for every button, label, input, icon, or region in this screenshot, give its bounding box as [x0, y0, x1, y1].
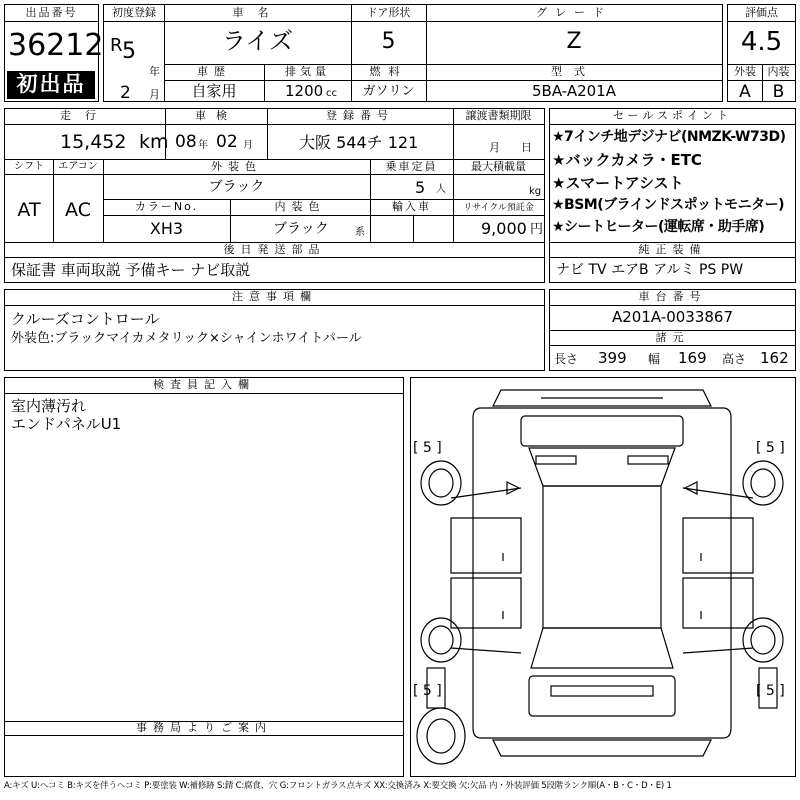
equipment-label: 純正装備 — [638, 243, 707, 256]
color-no: XH3 — [149, 219, 184, 238]
notes-line-1: クルーズコントロール — [11, 310, 160, 328]
model-label: 型式 — [551, 65, 597, 78]
plate: 大阪 544チ 121 — [299, 133, 419, 152]
notes-box — [4, 289, 545, 371]
tire-mark-left-front: [ 5 ] — [413, 440, 442, 456]
capacity: 5 — [415, 178, 426, 197]
tire-mark-right-rear: [ 5 ] — [756, 683, 785, 699]
max-load-unit: kg — [529, 186, 542, 197]
displacement: 1200 — [285, 82, 324, 100]
legend: A:キズ U:ヘコミ B:キズを伴うヘコミ P:要塗装 W:補修跡 S:錆 C:腐食、穴 G:フロントガラス点キズ XX:交換済み X:要交換 欠:欠品 内・外装評価 5段階ランク順(A・B・C・D・E) 1 — [4, 781, 672, 791]
car-name-label: 車名 — [232, 6, 283, 19]
car-diagram — [411, 378, 794, 775]
int-color-unit: 系 — [355, 227, 365, 238]
first-reg-label: 初度登録 — [112, 6, 156, 19]
windshield — [529, 448, 675, 486]
transfer-day-unit: 日 — [521, 141, 532, 154]
inspector-line-1: 室内薄汚れ — [11, 397, 87, 415]
sales-point-1: ★7インチ地デジナビ(NMZK-W73D) — [552, 129, 786, 145]
capacity-label: 乗車定員 — [385, 160, 438, 173]
inspection-month: 02 — [216, 132, 238, 152]
shift-label: シフト — [14, 161, 44, 172]
doors: 5 — [381, 29, 396, 54]
max-load-label: 最大積載量 — [471, 160, 526, 173]
ac: AC — [65, 199, 91, 221]
chassis-box — [549, 289, 796, 371]
inspection-month-unit: 月 — [243, 140, 253, 151]
first-listing-text: 初出品 — [16, 72, 86, 96]
sales-points-label: セールスポイント — [612, 109, 732, 122]
rear-window — [531, 628, 673, 668]
year-value: 5 — [122, 39, 136, 64]
score-box — [727, 4, 796, 102]
ac-label: エアコン — [58, 161, 98, 172]
int-color-label: 内装色 — [274, 200, 326, 213]
fuel-label: 燃料 — [369, 65, 408, 78]
tire-right-front — [743, 461, 783, 505]
displacement-label: 排気量 — [285, 65, 330, 78]
ext-color: ブラック — [208, 179, 265, 195]
lot-box — [4, 4, 104, 102]
tire-right-rear — [743, 618, 783, 662]
right-rear-door — [683, 578, 753, 628]
inspector-box — [4, 377, 404, 777]
left-rear-door — [451, 578, 521, 628]
office-label: 事務局よりご案内 — [136, 721, 272, 734]
width-value: 169 — [678, 349, 707, 367]
color-no-label: カラーNo. — [134, 200, 199, 213]
interior-grade-label: 内装 — [767, 65, 790, 78]
width-label: 幅 — [648, 352, 661, 366]
shipping-label: 後日発送部品 — [223, 243, 326, 256]
length-label: 長さ — [554, 352, 579, 366]
height-label: 高さ — [722, 352, 747, 366]
month-unit: 月 — [149, 88, 160, 101]
car-diagram-box — [410, 377, 796, 777]
car-name: ライズ — [221, 27, 294, 55]
hood — [521, 416, 683, 446]
era: R — [110, 35, 123, 56]
history-label: 車歴 — [197, 65, 231, 78]
vehicle-header-box — [103, 4, 723, 102]
transfer-label: 譲渡書類期限 — [465, 109, 532, 122]
transfer-month-unit: 月 — [489, 141, 500, 154]
int-color: ブラック — [273, 221, 329, 237]
notes-line-2: 外装色:ブラックマイカメタリック×シャインホワイトパール — [11, 331, 362, 346]
lot-label: 出品番号 — [25, 6, 78, 19]
inspector-label: 検査員記入欄 — [153, 378, 255, 391]
ext-color-label: 外装色 — [211, 160, 262, 173]
notes-label: 注意事項欄 — [232, 290, 317, 303]
grade-label: グレード — [536, 6, 612, 19]
year-unit: 年 — [149, 65, 160, 78]
exterior-grade: A — [739, 82, 751, 102]
lot-number: 36212 — [8, 28, 104, 63]
displacement-unit: cc — [326, 88, 337, 99]
doors-label: ドア形状 — [366, 6, 411, 19]
tire-left-front — [421, 461, 461, 505]
month-value: 2 — [120, 83, 131, 103]
score: 4.5 — [740, 27, 783, 57]
rear-bumper — [493, 740, 711, 756]
fuel: ガソリン — [362, 84, 415, 99]
inspection-label: 車検 — [195, 109, 237, 122]
interior-grade: B — [772, 82, 785, 102]
capacity-unit: 人 — [436, 184, 446, 195]
details-box — [4, 108, 545, 283]
left-front-door — [451, 518, 521, 573]
dimensions-label: 諸元 — [655, 331, 690, 344]
tire-mark-left-rear: [ 5 ] — [413, 683, 442, 699]
first-listing-badge — [7, 71, 95, 99]
plate-label: 登録番号 — [326, 109, 394, 122]
tire-mark-right-front: [ 5 ] — [756, 440, 785, 456]
model: 5BA-A201A — [531, 82, 616, 100]
grade: Z — [566, 29, 582, 54]
spare-tire — [417, 708, 465, 764]
mileage-unit: km — [139, 131, 169, 153]
score-label: 評価点 — [745, 6, 778, 19]
right-front-door — [683, 518, 753, 573]
shift: AT — [17, 199, 41, 221]
sales-points-box — [549, 108, 796, 283]
tire-left-rear — [421, 618, 461, 662]
length-value: 399 — [598, 349, 627, 367]
sales-point-4: ★BSM(ブラインドスポットモニター) — [552, 197, 784, 213]
inspection-year: 08 — [175, 132, 197, 152]
chassis-value: A201A-0033867 — [611, 308, 734, 326]
recycle-unit: 円 — [530, 222, 544, 237]
recycle-label: リサイクル預託金 — [463, 203, 534, 213]
chassis-label: 車台番号 — [638, 290, 707, 303]
inspection-year-unit: 年 — [198, 140, 208, 151]
inspector-line-2: エンドパネルU1 — [11, 415, 122, 433]
shipping-value: 保証書 車両取説 予備キー ナビ取説 — [11, 261, 251, 279]
import-label: 輸入車 — [392, 200, 431, 213]
sales-point-3: ★スマートアシスト — [552, 174, 684, 192]
height-value: 162 — [760, 349, 789, 367]
equipment-value: ナビ TV エアB アルミ PS PW — [556, 262, 744, 278]
history: 自家用 — [191, 82, 237, 100]
mileage: 15,452 — [60, 131, 127, 153]
exterior-grade-label: 外装 — [734, 65, 756, 78]
roof — [543, 486, 661, 628]
recycle: 9,000 — [481, 219, 527, 238]
mileage-label: 走行 — [60, 109, 110, 122]
sales-point-2: ★バックカメラ・ETC — [552, 151, 702, 169]
sales-point-5: ★シートヒーター(運転席・助手席) — [552, 219, 765, 235]
